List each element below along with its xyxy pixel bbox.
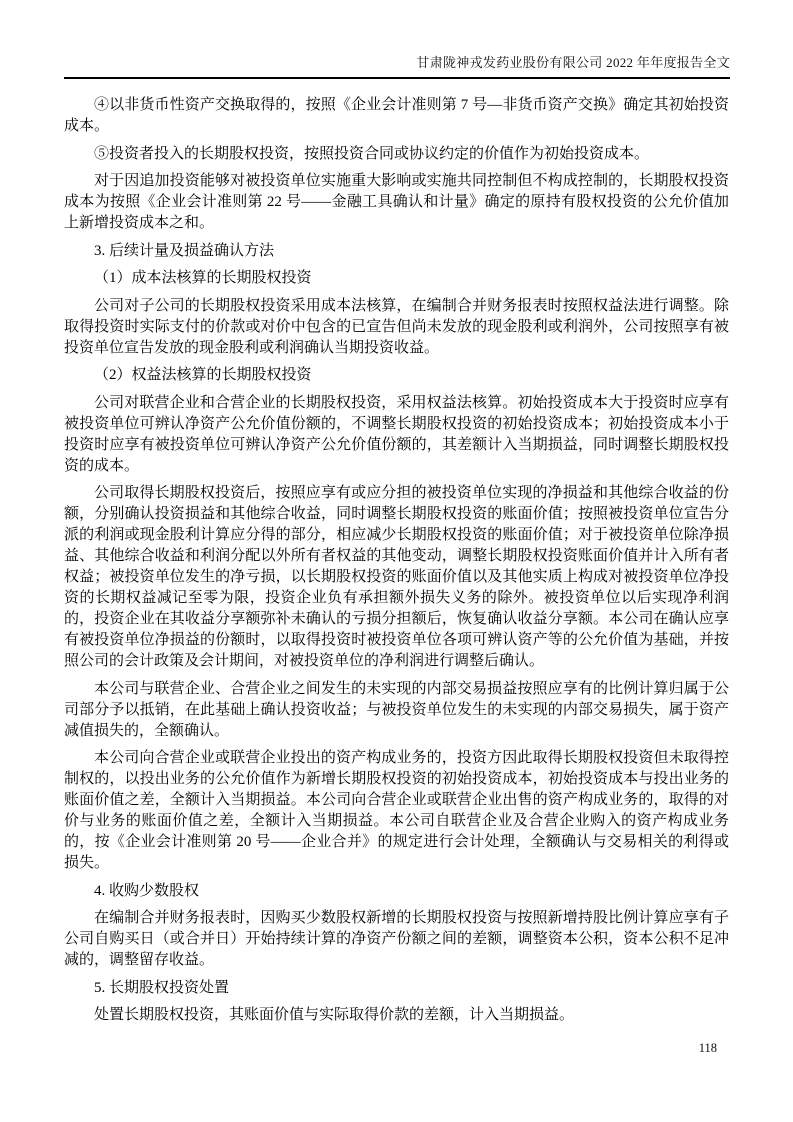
report-body (64, 95, 729, 1026)
numbered-heading-5: 5. 长期股权投资处置 (94, 979, 230, 996)
page-header (64, 0, 730, 79)
body-paragraph: 公司取得长期股权投资后，按照应享有或应分担的被投资单位实现的净损益和其他综合收益的份额，分别确认投资损益和其他综合收益，同时调整长期股权投资的账面价值；按照被投资单位宣告分派的利润或现金股利计算应分得的部分，相应减少长期股权投资的账面价值；对于被投资单位除净损益、其他综合收益和利润分配以外所有者权益的其他变动，调整长期股权投资账面价值并计入所有者权益；被投资单位发生的净亏损，以长期股权投资的账面价值以及其他实质上构成对被投资单位净投资的长期权益减记至零为限，投资企业负有承担额外损失义务的除外。被投资单位以后实现净利润的，投资企业在其收益分享额弥补未确认的亏损分担额后，恢复确认收益分享额。本公司在确认应享有被投资单位净损益的份额时，以取得投资时被投资单位各项可辨认资产等的公允价值为基础，并按照公司的会计政策及会计期间，对被投资单位的净利润进行调整后确认。 (64, 485, 729, 669)
body-paragraph: ④以非货币性资产交换取得的，按照《企业会计准则第 7 号—非货币资产交换》确定其初始投资成本。 (64, 97, 729, 134)
page-number: 118 (698, 1041, 717, 1055)
sub-heading-2: （2）权益法核算的长期股权投资 (94, 367, 312, 383)
body-paragraph: 公司对子公司的长期股权投资采用成本法核算，在编制合并财务报表时按照权益法进行调整。除取得投资时实际支付的价款或对价中包含的已宣告但尚未发放的现金股利或利润外，公司按照享有被投资单位宣告发放的现金股利或利润确认当期投资收益。 (64, 297, 729, 356)
body-paragraph: 本公司与联营企业、合营企业之间发生的未实现的内部交易损益按照应享有的比例计算归属于公司部分予以抵销，在此基础上确认投资收益；与被投资单位发生的未实现的内部交易损失，属于资产减值损失的，全额确认。 (64, 680, 729, 739)
numbered-heading-3: 3. 后续计量及损益确认方法 (94, 242, 275, 259)
numbered-heading-4: 4. 收购少数股权 (94, 882, 200, 899)
body-paragraph: 公司对联营企业和合营企业的长期股权投资，采用权益法核算。初始投资成本大于投资时应享有被投资单位可辨认净资产公允价值份额的，不调整长期股权投资的初始投资成本；初始投资成本小于投资时应享有被投资单位可辨认净资产公允价值份额的，其差额计入当期损益，同时调整长期股权投资的成本。 (64, 394, 729, 474)
sub-heading-1: （1）成本法核算的长期股权投资 (94, 270, 312, 286)
body-paragraph: ⑤投资者投入的长期股权投资，按照投资合同或协议约定的价值作为初始投资成本。 (94, 145, 650, 162)
body-paragraph: 在编制合并财务报表时，因购买少数股权新增的长期股权投资与按照新增持股比例计算应享有子公司自购买日（或合并日）开始持续计算的净资产份额之间的差额，调整资本公积，资本公积不足冲减的，调整留存收益。 (64, 910, 729, 968)
body-paragraph: 对于因追加投资能够对被投资单位实施重大影响或实施共同控制但不构成控制的，长期股权投资成本为按照《企业会计准则第 22 号——金融工具确认和计量》确定的原持有股权投资的公允价值加上新增投资成本之和。 (64, 173, 729, 231)
body-paragraph: 本公司向合营企业或联营企业投出的资产构成业务的，投资方因此取得长期股权投资但未取得控制权的，以投出业务的公允价值作为新增长期股权投资的初始投资成本，初始投资成本与投出业务的账面价值之差，全额计入当期损益。本公司向合营企业或联营企业出售的资产构成业务的，取得的对价与业务的账面价值之差，全额计入当期损益。本公司自联营企业及合营企业购入的资产构成业务的，按《企业会计准则第 20 号——企业合并》的规定进行会计处理，全额确认与交易相关的利得或损失。 (64, 750, 729, 871)
report-header-title: 甘肃陇神戎发药业股份有限公司 2022 年年度报告全文 (416, 55, 730, 70)
body-paragraph: 处置长期股权投资，其账面价值与实际取得价款的差额，计入当期损益。 (94, 1007, 575, 1023)
